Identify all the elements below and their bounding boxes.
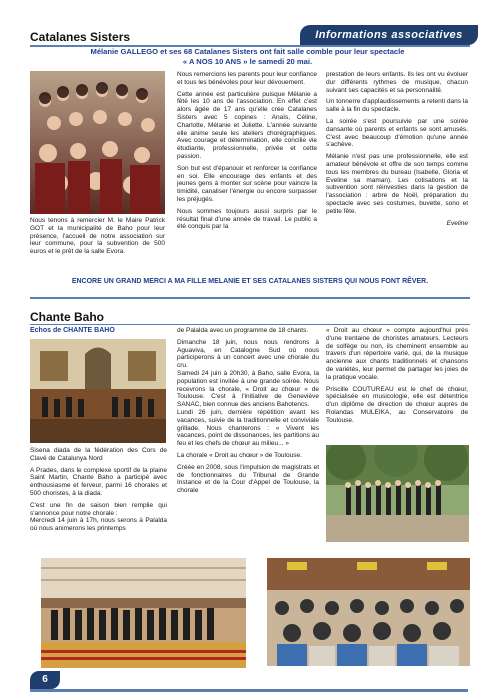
thanks-line: ENCORE UN GRAND MERCI A MA FILLE MELANIE ET SES CATALANES SISTERS QUI NOUS FONT RÊVER. <box>71 278 429 285</box>
section2-col1-para-1: Sisena diada de la fédération des Cors de Clavé de Catalunya Nord <box>30 447 167 462</box>
section2-col2-para-2: Dimanche 18 juin, nous nous rendrons à Aguaviva, en Catalogne Sud où nous participerons à un concert avec une chorale du cru. <box>177 338 319 370</box>
section2-col2-para-5: La chorale « Droit au chœur » de Toulouse. <box>177 451 302 459</box>
section1-column-2 <box>177 71 317 235</box>
section1-col2-para-1: Nous remercions les parents pour leur confiance et tous les bénévoles pour leur dévouement. <box>177 71 317 86</box>
page-number: 6 <box>30 671 60 689</box>
section2-col2-para-6: Créée en 2008, sous l'impulsion de magistrats et de fonctionnaires du Tribunal de Grande Instance et de la Cour d'Appel de Toulouse, la chorale <box>177 463 319 495</box>
intro-line-2: « A NOS 10 ANS » le samedi 20 mai. <box>182 57 313 66</box>
section-rule-middle <box>30 297 470 299</box>
section2-col1-para-3: C'est une fin de saison bien remplie qui s'annonce pour notre chorale : <box>30 501 167 517</box>
section1-col1-para-1: Nous tenons à remercier M. le Maire Patrick GOT et la municipalité de Baho pour leur présence, l'accueil de notre association sur leur commune, pour la subvention de 500 euros et le prêt de la salle Evora. <box>30 217 165 256</box>
bottom-rule <box>30 689 468 692</box>
informations-associatives-banner: Informations associatives <box>300 25 478 45</box>
section2-col1-para-2: A Prades, dans le complexe sportif de la plaine Saint Martin, Chante Baho a participé avec enthousiasme et ferveur, parmi 16 chorales et 500 choristes, à la diada. <box>30 466 167 497</box>
section2-col1-para-4: Mercredi 14 juin à 17h, nous serons à Palalda où nous animerons les printemps <box>30 517 167 533</box>
section2-col2-para-3: Samedi 24 juin à 20h30, à Baho, salle Evora, la population est invitée à une grande soirée. Nous recevrons la chorale, « Droit au chœur » de Toulouse. C'est à l'initiative de Geneviève SANAC, bien connue des anciens Bahotencs. <box>177 369 319 409</box>
section2-column-3 <box>326 327 468 429</box>
section1-col3-para-4: Mélanie n'est pas une professionnelle, elle est amateur bénévole et offre de son temps comme tous les membres du bureau (Isabelle, Gloria et Eveline sa maman). Les cotisations et la subvention sont réinvesties dans la gestion de l'association : arbre de Noël, préparation du spectacle avec ses costumes, buvette, sono et petite fête. <box>326 153 468 215</box>
section1-col2-para-4: Nous sommes toujours aussi surpris par le résultat final d'une année de travail. Le public a été conquis par la <box>177 207 317 231</box>
section2-column-2 <box>177 327 319 499</box>
section1-col2-para-2: Cette année est particulière puisque Mélanie a fêté les 10 ans de l'association. En effet c'est alors âgée de 17 ans qu'elle crée Catalanes Sisters avec 5 copines : Anaïs, Céline, Charlotte, Mélanie et Juliette. L'année suivante elle anime seule les ateliers chorégraphiques. Avec courage et détermination, elle concilie vie étudiante, professionnelle, privée et cette passion. <box>177 90 317 160</box>
section1-col3-para-3: La soirée s'est poursuivie par une soirée dansante où parents et enfants se sont amusés. C'est avec beaucoup d'émotion qu'une année s'achève. <box>326 117 468 149</box>
section-title-catalanes-sisters: Catalanes Sisters <box>30 30 131 44</box>
section2-col2-para-4: Lundi 26 juin, dernière répétition avant les vacances, suivie de la traditionnelle et conviviale grillade. Nous chanterons : « Vivent les vacances, point de dissonances, les partitions au feu et les chefs de chœur au milieu... » <box>177 408 319 448</box>
section2-col3-para-1: « Droit au chœur » compte aujourd'hui près d'une trentaine de choristes amateurs. Lecteurs de solfège ou non, ils cheminent ensemble au travers d'un répertoire varié, qui, de la musique ancienne aux chants traditionnels et chansons de variétés, leur permet de partager les joies de la pratique vocale. <box>326 327 468 381</box>
section1-col3-para-1: prestation de leurs enfants. Ils les ont vu évoluer dur différents rythmes de musique, chacun suivant ses capacités et sa personnalité. <box>326 71 468 94</box>
section2-column-1 <box>30 447 167 537</box>
audience-photo-right <box>267 558 470 666</box>
section1-col2-para-3: Son but est d'épanouir et renforcer la confiance en soi. Elle encourage des enfants et des jeunes gens à monter sur scène pour vaincre la timidité, canaliser l'énergie ou encore surpasser les préjugés. <box>177 164 317 203</box>
catalanes-sisters-group-photo <box>30 71 165 214</box>
intro-text <box>30 47 465 67</box>
echos-subhead: Echos de CHANTE BAHO <box>30 327 115 334</box>
section2-col3-para-2: Priscille COUTUREAU est le chef de chœur, spécialisée en musicologie, elle est détentrice d'un diplôme de direction de chœur auprès de Rolandas MULEIKA, au Conservatoire de Toulouse. <box>326 385 468 424</box>
signature: Eveline <box>446 219 468 227</box>
section-title-chante-baho: Chante Baho <box>30 310 105 324</box>
church-concert-photo <box>30 339 166 443</box>
section1-column-1 <box>30 217 165 260</box>
section1-column-3 <box>326 71 468 227</box>
outdoor-choir-photo <box>326 445 469 542</box>
section1-col3-para-2: Un tonnerre d'applaudissements a retenti dans la salle à la fin du spectacle. <box>326 98 468 114</box>
section-rule-chante-baho <box>30 324 470 325</box>
hall-concert-photo-left <box>41 558 246 668</box>
section2-col2-para-1: de Palalda avec un programme de 18 chants. <box>177 327 309 334</box>
intro-line-1: Mélanie GALLEGO et ses 68 Catalanes Sisters ont fait salle comble pour leur spectacle <box>90 47 405 56</box>
